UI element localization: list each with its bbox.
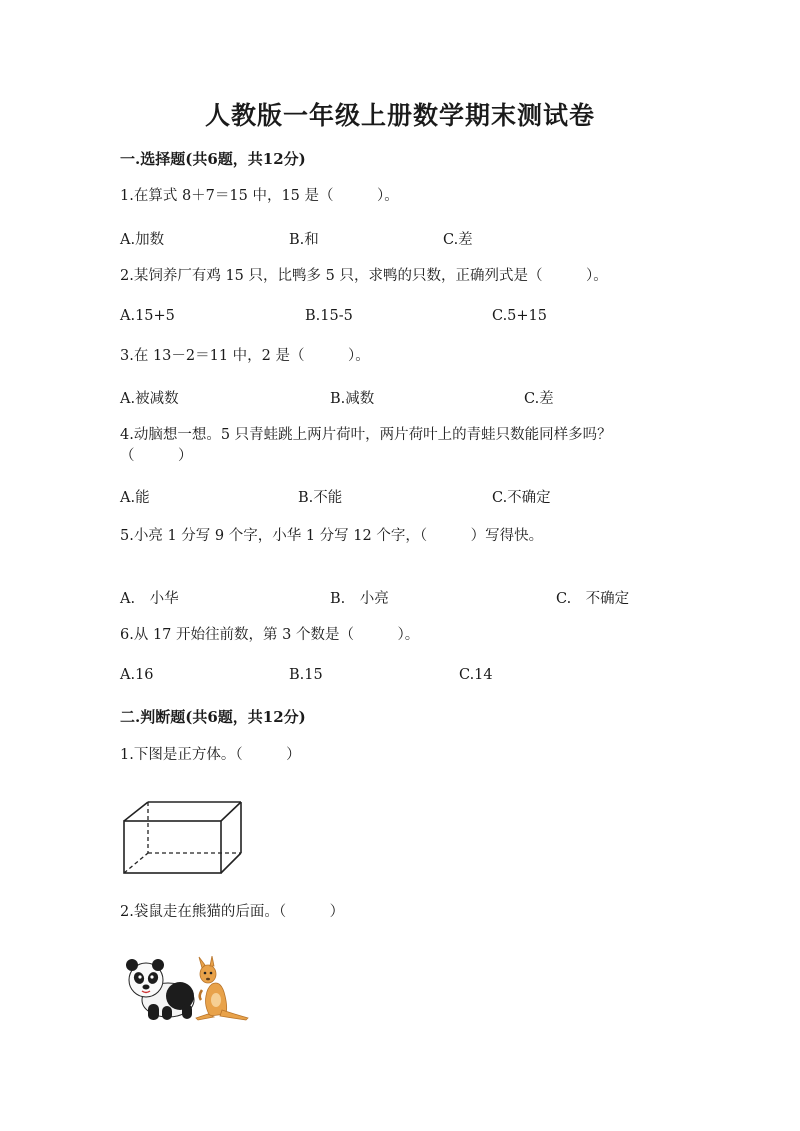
question-6: 6.从 17 开始往前数，第 3 个数是（ ）。 <box>120 627 420 643</box>
question-2: 2.某饲养厂有鸡 15 只，比鸭多 5 只，求鸭的只数，正确列式是（ ）。 <box>120 268 608 284</box>
question-7: 1.下图是正方体。（ ） <box>120 747 301 763</box>
question-1: 1.在算式 8＋7＝15 中，15 是（ ）。 <box>120 188 399 204</box>
question-4: 4.动脑想一想。5 只青蛙跳上两片荷叶，两片荷叶上的青蛙只数能同样多吗？ <box>120 427 612 443</box>
option-c: C.差 <box>443 232 473 248</box>
question-4-blank: （ ） <box>120 448 193 464</box>
option-a: A.加数 <box>120 232 165 248</box>
question-5: 5.小亮 1 分写 9 个字，小华 1 分写 12 个字，（ ）写得快。 <box>120 528 544 544</box>
option-b: B.15-5 <box>305 308 353 324</box>
option-a: A. 小华 <box>120 591 179 607</box>
option-a: A.被减数 <box>120 391 179 407</box>
option-c: C.5+15 <box>492 308 548 324</box>
option-b: B. 小亮 <box>330 591 389 607</box>
option-c: C.差 <box>524 391 554 407</box>
option-c: C.不确定 <box>492 490 551 506</box>
page-title: 人教版一年级上册数学期末测试卷 <box>204 101 595 130</box>
section-heading-judgement: 二.判断题(共6题，共12分) <box>120 708 306 726</box>
option-b: B.减数 <box>330 391 375 407</box>
option-c: C. 不确定 <box>556 591 630 607</box>
section-heading-choice: 一.选择题(共6题，共12分) <box>120 150 306 168</box>
panda-icon <box>122 956 200 1022</box>
option-a: A.15+5 <box>120 308 175 324</box>
question-8: 2.袋鼠走在熊猫的后面。（ ） <box>120 904 345 920</box>
question-3: 3.在 13－2＝11 中，2 是（ ）。 <box>120 348 370 364</box>
option-b: B.和 <box>289 232 319 248</box>
option-c: C.14 <box>459 667 493 683</box>
kangaroo-icon <box>190 956 250 1022</box>
option-b: B.不能 <box>298 490 343 506</box>
option-b: B.15 <box>289 667 323 683</box>
option-a: A.16 <box>120 667 154 683</box>
option-a: A.能 <box>120 490 150 506</box>
cuboid-figure <box>118 796 248 878</box>
